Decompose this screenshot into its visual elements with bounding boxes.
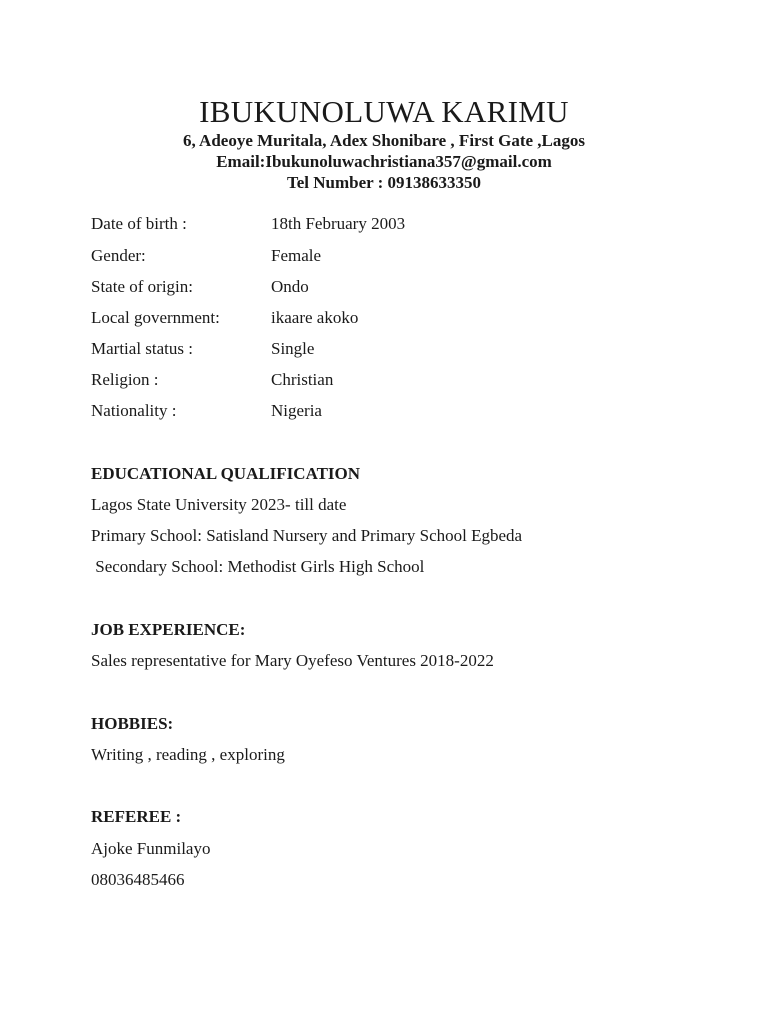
address-line: 6, Adeoye Muritala, Adex Shonibare , First Gate ,Lagos: [182, 131, 585, 150]
education-heading: EDUCATIONAL QUALIFICATION: [91, 464, 361, 483]
field-value: Ondo: [271, 277, 309, 296]
referee-heading: REFEREE :: [91, 807, 182, 826]
hobbies-item: Writing , reading , exploring: [91, 745, 285, 764]
hobbies-heading: HOBBIES:: [91, 714, 174, 733]
job-item: Sales representative for Mary Oyefeso Ventures 2018-2022: [91, 651, 494, 670]
referee-phone: 08036485466: [91, 870, 185, 889]
phone-line: Tel Number : 09138633350: [286, 173, 482, 192]
referee-name: Ajoke Funmilayo: [91, 839, 211, 858]
education-item: Secondary School: Methodist Girls High School: [91, 557, 425, 576]
field-label: Date of birth :: [91, 214, 187, 233]
field-label: Nationality :: [91, 401, 177, 420]
field-value: Female: [271, 246, 322, 265]
field-value: Single: [271, 339, 315, 358]
field-value: Christian: [271, 370, 334, 389]
education-item: Primary School: Satisland Nursery and Primary School Egbeda: [91, 526, 523, 545]
field-value: Nigeria: [271, 401, 322, 420]
field-label: Martial status :: [91, 339, 193, 358]
education-item: Lagos State University 2023- till date: [91, 495, 347, 514]
field-label: State of origin:: [91, 277, 193, 296]
field-label: Religion :: [91, 370, 159, 389]
email-line: Email:Ibukunoluwachristiana357@gmail.com: [216, 152, 552, 171]
field-value: 18th February 2003: [271, 214, 406, 233]
field-value: ikaare akoko: [271, 308, 359, 327]
candidate-name: IBUKUNOLUWA KARIMU: [199, 94, 569, 129]
field-label: Local government:: [91, 308, 220, 327]
job-heading: JOB EXPERIENCE:: [91, 620, 246, 639]
field-label: Gender:: [91, 246, 146, 265]
